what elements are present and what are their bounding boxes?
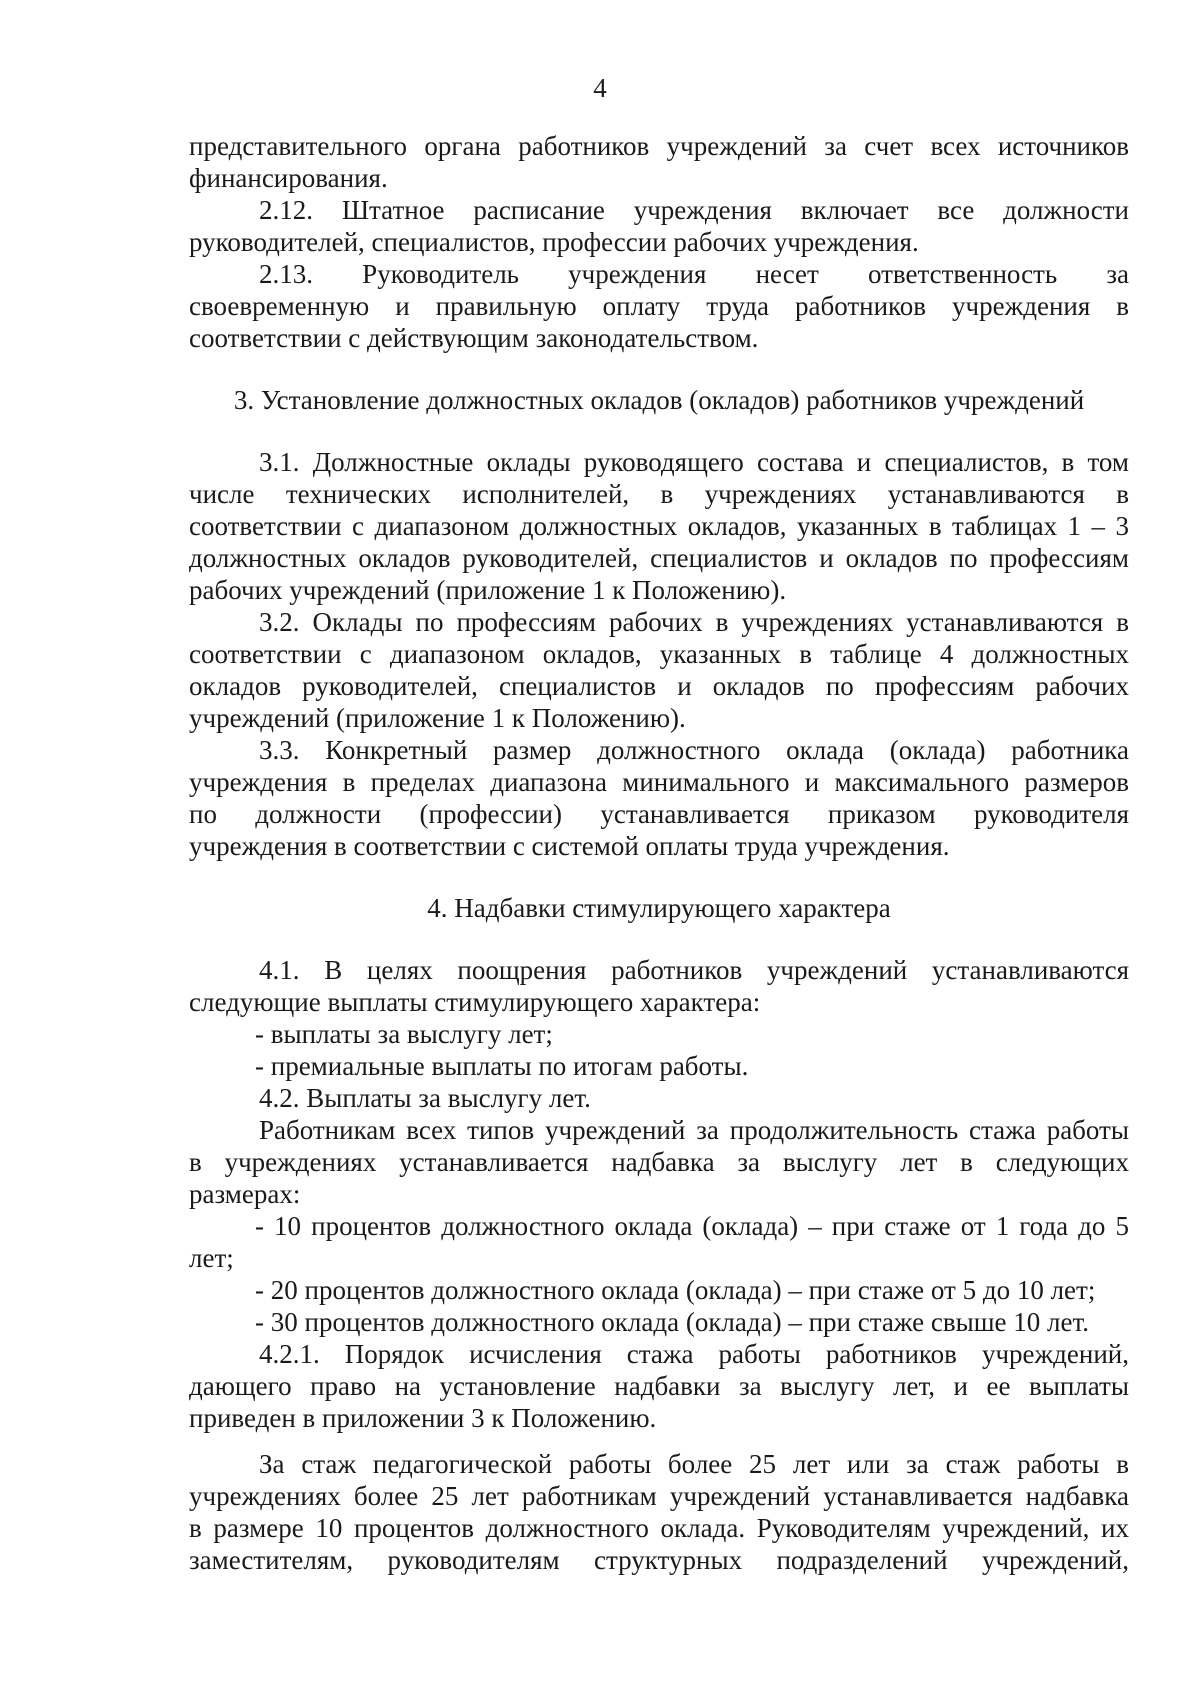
- text-line: соответствии с диапазоном окладов, указанных в таблице 4 должностных: [189, 639, 1129, 669]
- paragraph-3-3: [189, 734, 1129, 862]
- paragraph-4-1: [189, 954, 1129, 1018]
- text-line: по должности (профессии) устанавливается приказом руководителя: [189, 799, 1129, 829]
- text-line: следующие выплаты стимулирующего характера:: [189, 987, 761, 1017]
- paragraph-4-2-1: [189, 1338, 1129, 1434]
- text-line: должностных окладов руководителей, специалистов и окладов по профессиям: [189, 543, 1129, 573]
- page-number: 4: [593, 73, 607, 103]
- text-line: За стаж педагогической работы более 25 лет или за стаж работы в: [259, 1449, 1129, 1479]
- list-item: - 30 процентов должностного оклада (оклада) – при стаже свыше 10 лет.: [255, 1307, 1090, 1337]
- text-line: размерах:: [189, 1179, 301, 1209]
- paragraph-2-12: [189, 194, 1129, 258]
- text-line: финансирования.: [189, 163, 388, 193]
- list-4-1: [189, 1018, 1129, 1082]
- text-line: числе технических исполнителей, в учреждениях устанавливаются в: [189, 479, 1129, 509]
- text-line: 4.2.1. Порядок исчисления стажа работы работников учреждений,: [259, 1339, 1129, 1369]
- text-line: в учреждениях устанавливается надбавка за выслугу лет в следующих: [189, 1147, 1129, 1177]
- text-line: 2.13. Руководитель учреждения несет ответственность за: [259, 259, 1129, 289]
- text-line: заместителям, руководителям структурных подразделений учреждений,: [189, 1545, 1129, 1575]
- text-line: 3.2. Оклады по профессиям рабочих в учреждениях устанавливаются в: [259, 607, 1129, 637]
- list-item: - 20 процентов должностного оклада (оклада) – при стаже от 5 до 10 лет;: [255, 1275, 1096, 1305]
- paragraph-4-2-title: 4.2. Выплаты за выслугу лет.: [259, 1083, 591, 1113]
- text-line: окладов руководителей, специалистов и окладов по профессиям рабочих: [189, 671, 1129, 701]
- text-line: дающего право на установление надбавки за выслугу лет, и ее выплаты: [189, 1371, 1129, 1401]
- text-line: Работникам всех типов учреждений за продолжительность стажа работы: [259, 1115, 1129, 1145]
- text-line: учреждениях более 25 лет работникам учреждений устанавливается надбавка: [189, 1481, 1129, 1511]
- text-line: в размере 10 процентов должностного оклада. Руководителям учреждений, их: [189, 1513, 1129, 1543]
- document-body: [189, 130, 1129, 1576]
- text-line: учреждений (приложение 1 к Положению).: [189, 703, 686, 733]
- list-item-continuation: лет;: [189, 1243, 234, 1273]
- continuation-paragraph: [189, 130, 1129, 194]
- section-3-heading: 3. Установление должностных окладов (окладов) работников учреждений: [233, 385, 1085, 415]
- list-item: - премиальные выплаты по итогам работы.: [255, 1051, 749, 1081]
- text-line: 3.1. Должностные оклады руководящего состава и специалистов, в том: [259, 447, 1129, 477]
- text-line: соответствии с диапазоном должностных окладов, указанных в таблицах 1 – 3: [189, 511, 1129, 541]
- paragraph-4-2-intro: [189, 1114, 1129, 1210]
- paragraph-3-1: [189, 446, 1129, 606]
- text-line: соответствии с действующим законодательством.: [189, 323, 759, 353]
- text-line: учреждения в пределах диапазона минимального и максимального размеров: [189, 767, 1129, 797]
- text-line: руководителей, специалистов, профессии рабочих учреждения.: [189, 227, 919, 257]
- paragraph-2-13: [189, 258, 1129, 354]
- text-line: приведен в приложении 3 к Положению.: [189, 1403, 657, 1433]
- paragraph-final: [189, 1448, 1129, 1576]
- text-line: представительного органа работников учреждений за счет всех источников: [189, 131, 1129, 161]
- text-line: 4.1. В целях поощрения работников учреждений устанавливаются: [259, 955, 1129, 985]
- text-line: учреждения в соответствии с системой оплаты труда учреждения.: [189, 831, 950, 861]
- text-line: своевременную и правильную оплату труда работников учреждения в: [189, 291, 1129, 321]
- list-item: - 10 процентов должностного оклада (оклада) – при стаже от 1 года до 5: [255, 1211, 1129, 1241]
- list-4-2: [189, 1210, 1129, 1338]
- list-item: - выплаты за выслугу лет;: [255, 1019, 553, 1049]
- section-4-heading: 4. Надбавки стимулирующего характера: [427, 893, 891, 923]
- text-line: рабочих учреждений (приложение 1 к Положению).: [189, 575, 787, 605]
- text-line: 2.12. Штатное расписание учреждения включает все должности: [259, 195, 1129, 225]
- text-line: 3.3. Конкретный размер должностного оклада (оклада) работника: [259, 735, 1129, 765]
- paragraph-3-2: [189, 606, 1129, 734]
